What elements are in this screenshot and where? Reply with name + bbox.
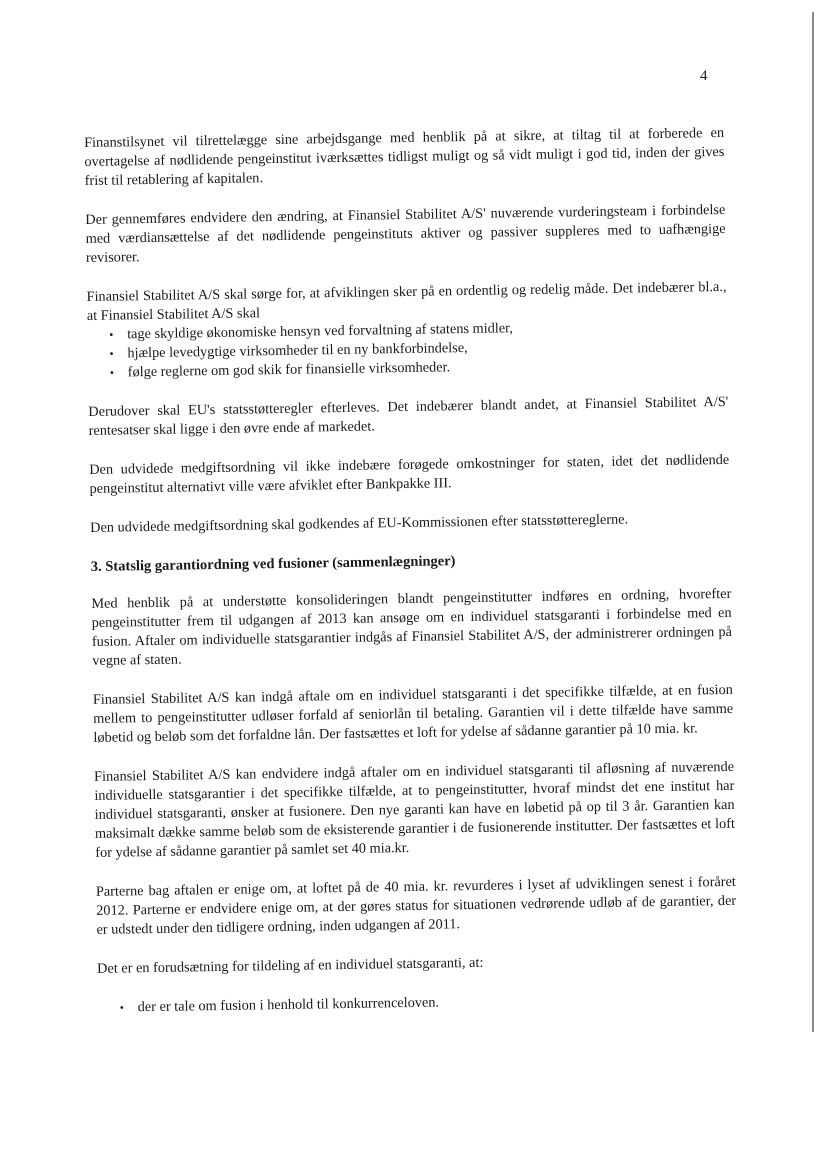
section-heading: 3. Statslig garantiordning ved fusioner (sammenlægninger) (90, 553, 456, 575)
page-number: 4 (700, 68, 708, 84)
list-item: • der er tale om fusion i henhold til konkurrenceloven. (138, 989, 738, 1017)
paragraph: Der gennemføres endvidere den ændring, at Finansiel Stabilitet A/S' nuværende vurderingsteam i forbindelse med værdiansættelse af det nødlidende pengeinstituts aktiver og passiver suppleres med to uafhængige revisorer. (85, 201, 726, 266)
paragraph: Parterne bag aftalen er enige om, at loftet på de 40 mia. kr. revurderes i lyset af udviklingen senest i foråret 2012. Parterne er endvidere enige om, at der gøres status for situationen vedrørende udløb af de garantier, der er udstedt under den tidligere ordning, inden udgangen af 2011. (95, 873, 737, 938)
paragraph: Finansiel Stabilitet A/S kan endvidere indgå aftaler om en individuel statsgaranti til afløsning af nuværende individuelle statsgarantier i det specifikke tilfælde, at to pengeinstitutter, hvoraf mindst det ene institut har individuel statsgaranti, ønsker at fusionere. Den nye garanti kan have en løbetid på op til 3 år. Garantien kan maksimalt dække samme beløb som de eksisterende garantier i de fusionerende institutter. Der fastsættes et loft for ydelse af sådanne garantier på samlet set 40 mia.kr. (93, 758, 736, 861)
paragraph: Med henblik på at understøtte konsolideringen blandt pengeinstitutter indføres en ordning, hvorefter pengeinstitutter frem til udgangen af 2013 kan ansøge om en individuel statsgaranti i forbindelse med en fusion. Aftaler om individuelle statsgarantier indgås af Finansiel Stabilitet A/S, der administrerer ordningen på vegne af staten. (91, 585, 733, 669)
paragraph: Det er en forudsætning for tildeling af en individuel statsgaranti, at: (96, 954, 484, 977)
list-item: • tage skyldige økonomiske hensyn ved forvaltning af statens midler, (127, 316, 727, 344)
paragraph: Finanstilsynet vil tilrettelægge sine arbejdsgange med henblik på at sikre, at tiltag til at forberede en overtagelse af nødlidende pengeinstitut iværksættes tidligst muligt og så vidt muligt i god tid, inden der gives frist til retablering af kapitalen. (84, 124, 725, 189)
bullet-list (98, 989, 738, 1018)
list-item: • hjælpe levedygtige virksomheder til en ny bankforbindelse, (127, 335, 727, 363)
paragraph: Derudover skal EU's statsstøtteregler efterleves. Det indebærer blandt andet, at Finansiel Stabilitet A/S' rentesatser skal ligge i den øvre ende af markedet. (88, 393, 729, 439)
bullet-list (87, 316, 728, 383)
paragraph: Finansiel Stabilitet A/S kan indgå aftale om en individuel statsgaranti i det specifikke tilfælde, at en fusion mellem to pengeinstitutter udløser forfald af seniorlån til betaling. Garantien vil i dette tilfælde have samme løbetid og beløb som det forfaldne lån. Der fastsættes et loft for ydelse af sådanne garantier på 10 mia. kr. (92, 681, 734, 746)
paragraph: Den udvidede medgiftsordning skal godkendes af EU-Kommissionen efter statsstøttereglerne. (90, 511, 629, 536)
scan-edge-line (812, 12, 814, 1032)
list-item: • følge reglerne om god skik for finansielle virksomheder. (128, 354, 728, 382)
document-body (84, 124, 738, 1038)
paragraph: Den udvidede medgiftsordning vil ikke indebære forøgede omkostninger for staten, idet det nødlidende pengeinstitut alternativt ville være afviklet efter Bankpakke III. (89, 451, 730, 497)
paragraph: Finansiel Stabilitet A/S skal sørge for, at afviklingen sker på en ordentlig og redelig måde. Det indebærer bl.a., at Finansiel Stabilitet A/S skal (86, 278, 727, 324)
